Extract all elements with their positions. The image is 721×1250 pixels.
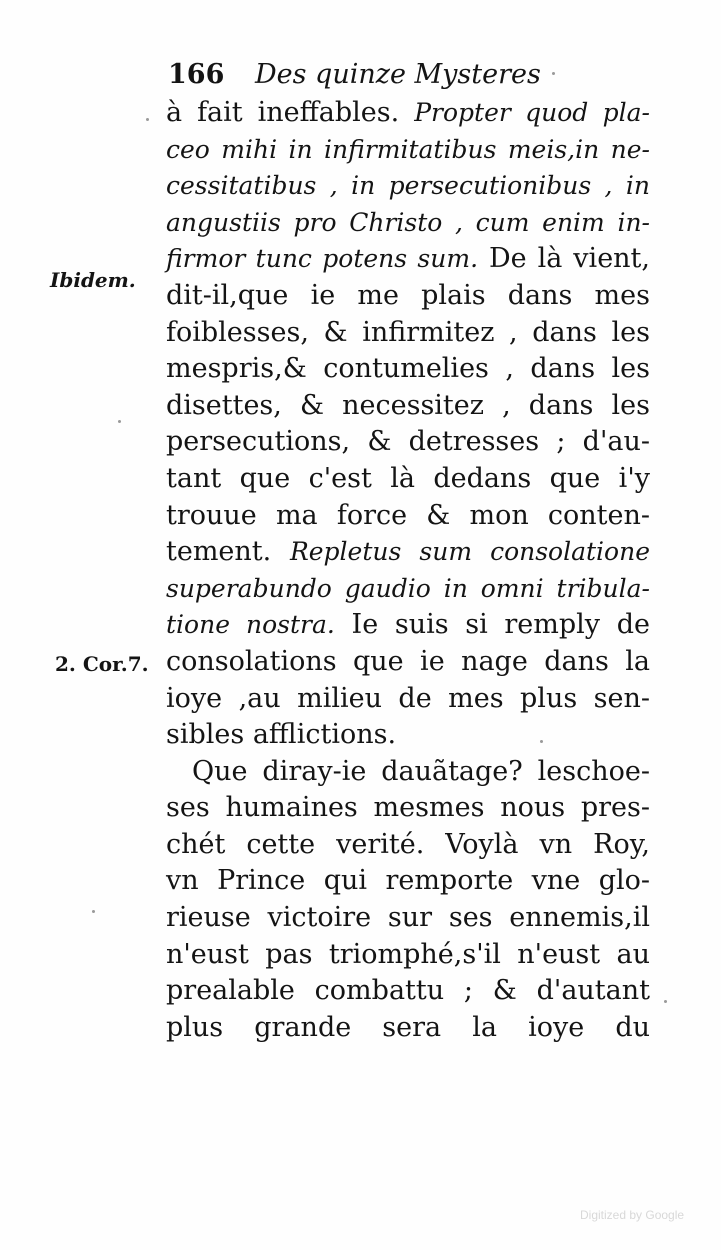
- text-segment: mespris,& contumelies , dans les: [166, 353, 650, 385]
- text-segment: tant que c'est là dedans que i'y: [166, 462, 650, 494]
- text-line: [166, 754, 650, 791]
- ink-speck: [552, 72, 555, 75]
- text-line: [166, 571, 650, 608]
- text-line: [166, 1010, 650, 1047]
- text-segment: dit-il,que ie me plais dans mes: [166, 279, 650, 311]
- latin-quotation: angustiis pro Christo , cum enim in-: [166, 207, 650, 237]
- text-line: [166, 315, 650, 352]
- margin-note-ibidem: Ibidem.: [50, 268, 136, 292]
- text-segment: prealable combattu ; & d'autant: [166, 975, 650, 1007]
- text-segment: chét cette verité. Voylà vn Roy,: [166, 828, 650, 860]
- text-segment: disettes, & necessitez , dans les: [166, 389, 650, 421]
- text-line: [166, 790, 650, 827]
- text-segment: ses humaines mesmes nous pres-: [166, 792, 650, 824]
- latin-quotation: cessitatibus , in persecutionibus , in: [166, 171, 650, 201]
- latin-quotation: Repletus sum consolatione: [289, 537, 650, 567]
- text-segment: à fait ineffables.: [166, 97, 415, 128]
- latin-quotation: Propter quod pla-: [414, 98, 650, 127]
- text-line: [166, 168, 650, 205]
- latin-quotation: ceo mihi in infirmitatibus meis,in ne-: [166, 134, 650, 164]
- ink-speck: [146, 118, 149, 121]
- latin-quotation: tione nostra.: [166, 610, 335, 640]
- text-line: [166, 681, 650, 718]
- text-line: [166, 132, 650, 169]
- text-line: [166, 900, 650, 937]
- text-segment: De là vient,: [478, 243, 650, 275]
- text-line: [166, 388, 650, 425]
- latin-quotation: superabundo gaudio in omni tribula-: [166, 573, 650, 603]
- running-title: Des quinze Mysteres: [254, 59, 541, 90]
- text-segment: tement.: [166, 536, 290, 568]
- text-segment: persecutions, & detresses ; d'au-: [166, 426, 650, 458]
- text-line: [166, 827, 650, 864]
- text-segment: sibles afflictions.: [166, 719, 397, 751]
- text-segment: plus grande sera la ioye du: [166, 1011, 650, 1043]
- text-line: [166, 937, 650, 974]
- text-segment: n'eust pas triomphé,s'il n'eust au: [166, 938, 650, 970]
- text-line: [166, 973, 650, 1010]
- ink-speck: [664, 1000, 667, 1003]
- ink-speck: [118, 420, 121, 423]
- margin-note-citation: 2. Cor.7.: [55, 652, 149, 676]
- text-segment: ioye ,au milieu de mes plus sen-: [166, 682, 650, 714]
- text-segment: vn Prince qui remporte vne glo-: [166, 865, 650, 897]
- ink-speck: [92, 910, 95, 913]
- text-line: [166, 498, 650, 535]
- text-line: [166, 278, 650, 315]
- text-segment: consolations que ie nage dans la: [166, 645, 650, 677]
- text-segment: Que diray-ie dauãtage? leschoe-: [192, 755, 650, 787]
- text-segment: foiblesses, & infirmitez , dans les: [166, 316, 650, 348]
- body-text: [166, 95, 650, 1046]
- text-line: [166, 205, 650, 242]
- text-line: [166, 241, 650, 278]
- text-segment: trouue ma force & mon conten-: [166, 499, 650, 531]
- page-number: 166: [168, 59, 225, 90]
- text-line: [166, 534, 650, 571]
- ink-speck: [540, 740, 543, 743]
- text-line: [166, 351, 650, 388]
- digitization-watermark: Digitized by Google: [580, 1208, 685, 1222]
- text-segment: rieuse victoire sur ses ennemis,il: [166, 902, 650, 934]
- text-line: [166, 95, 650, 132]
- page-header: [168, 58, 541, 92]
- text-line: [166, 863, 650, 900]
- text-line: [166, 424, 650, 461]
- text-segment: Ie suis si remply de: [334, 609, 650, 641]
- text-line: [166, 717, 650, 754]
- text-line: [166, 461, 650, 498]
- text-line: [166, 607, 650, 644]
- text-line: [166, 644, 650, 681]
- latin-quotation: firmor tunc potens sum.: [166, 244, 479, 274]
